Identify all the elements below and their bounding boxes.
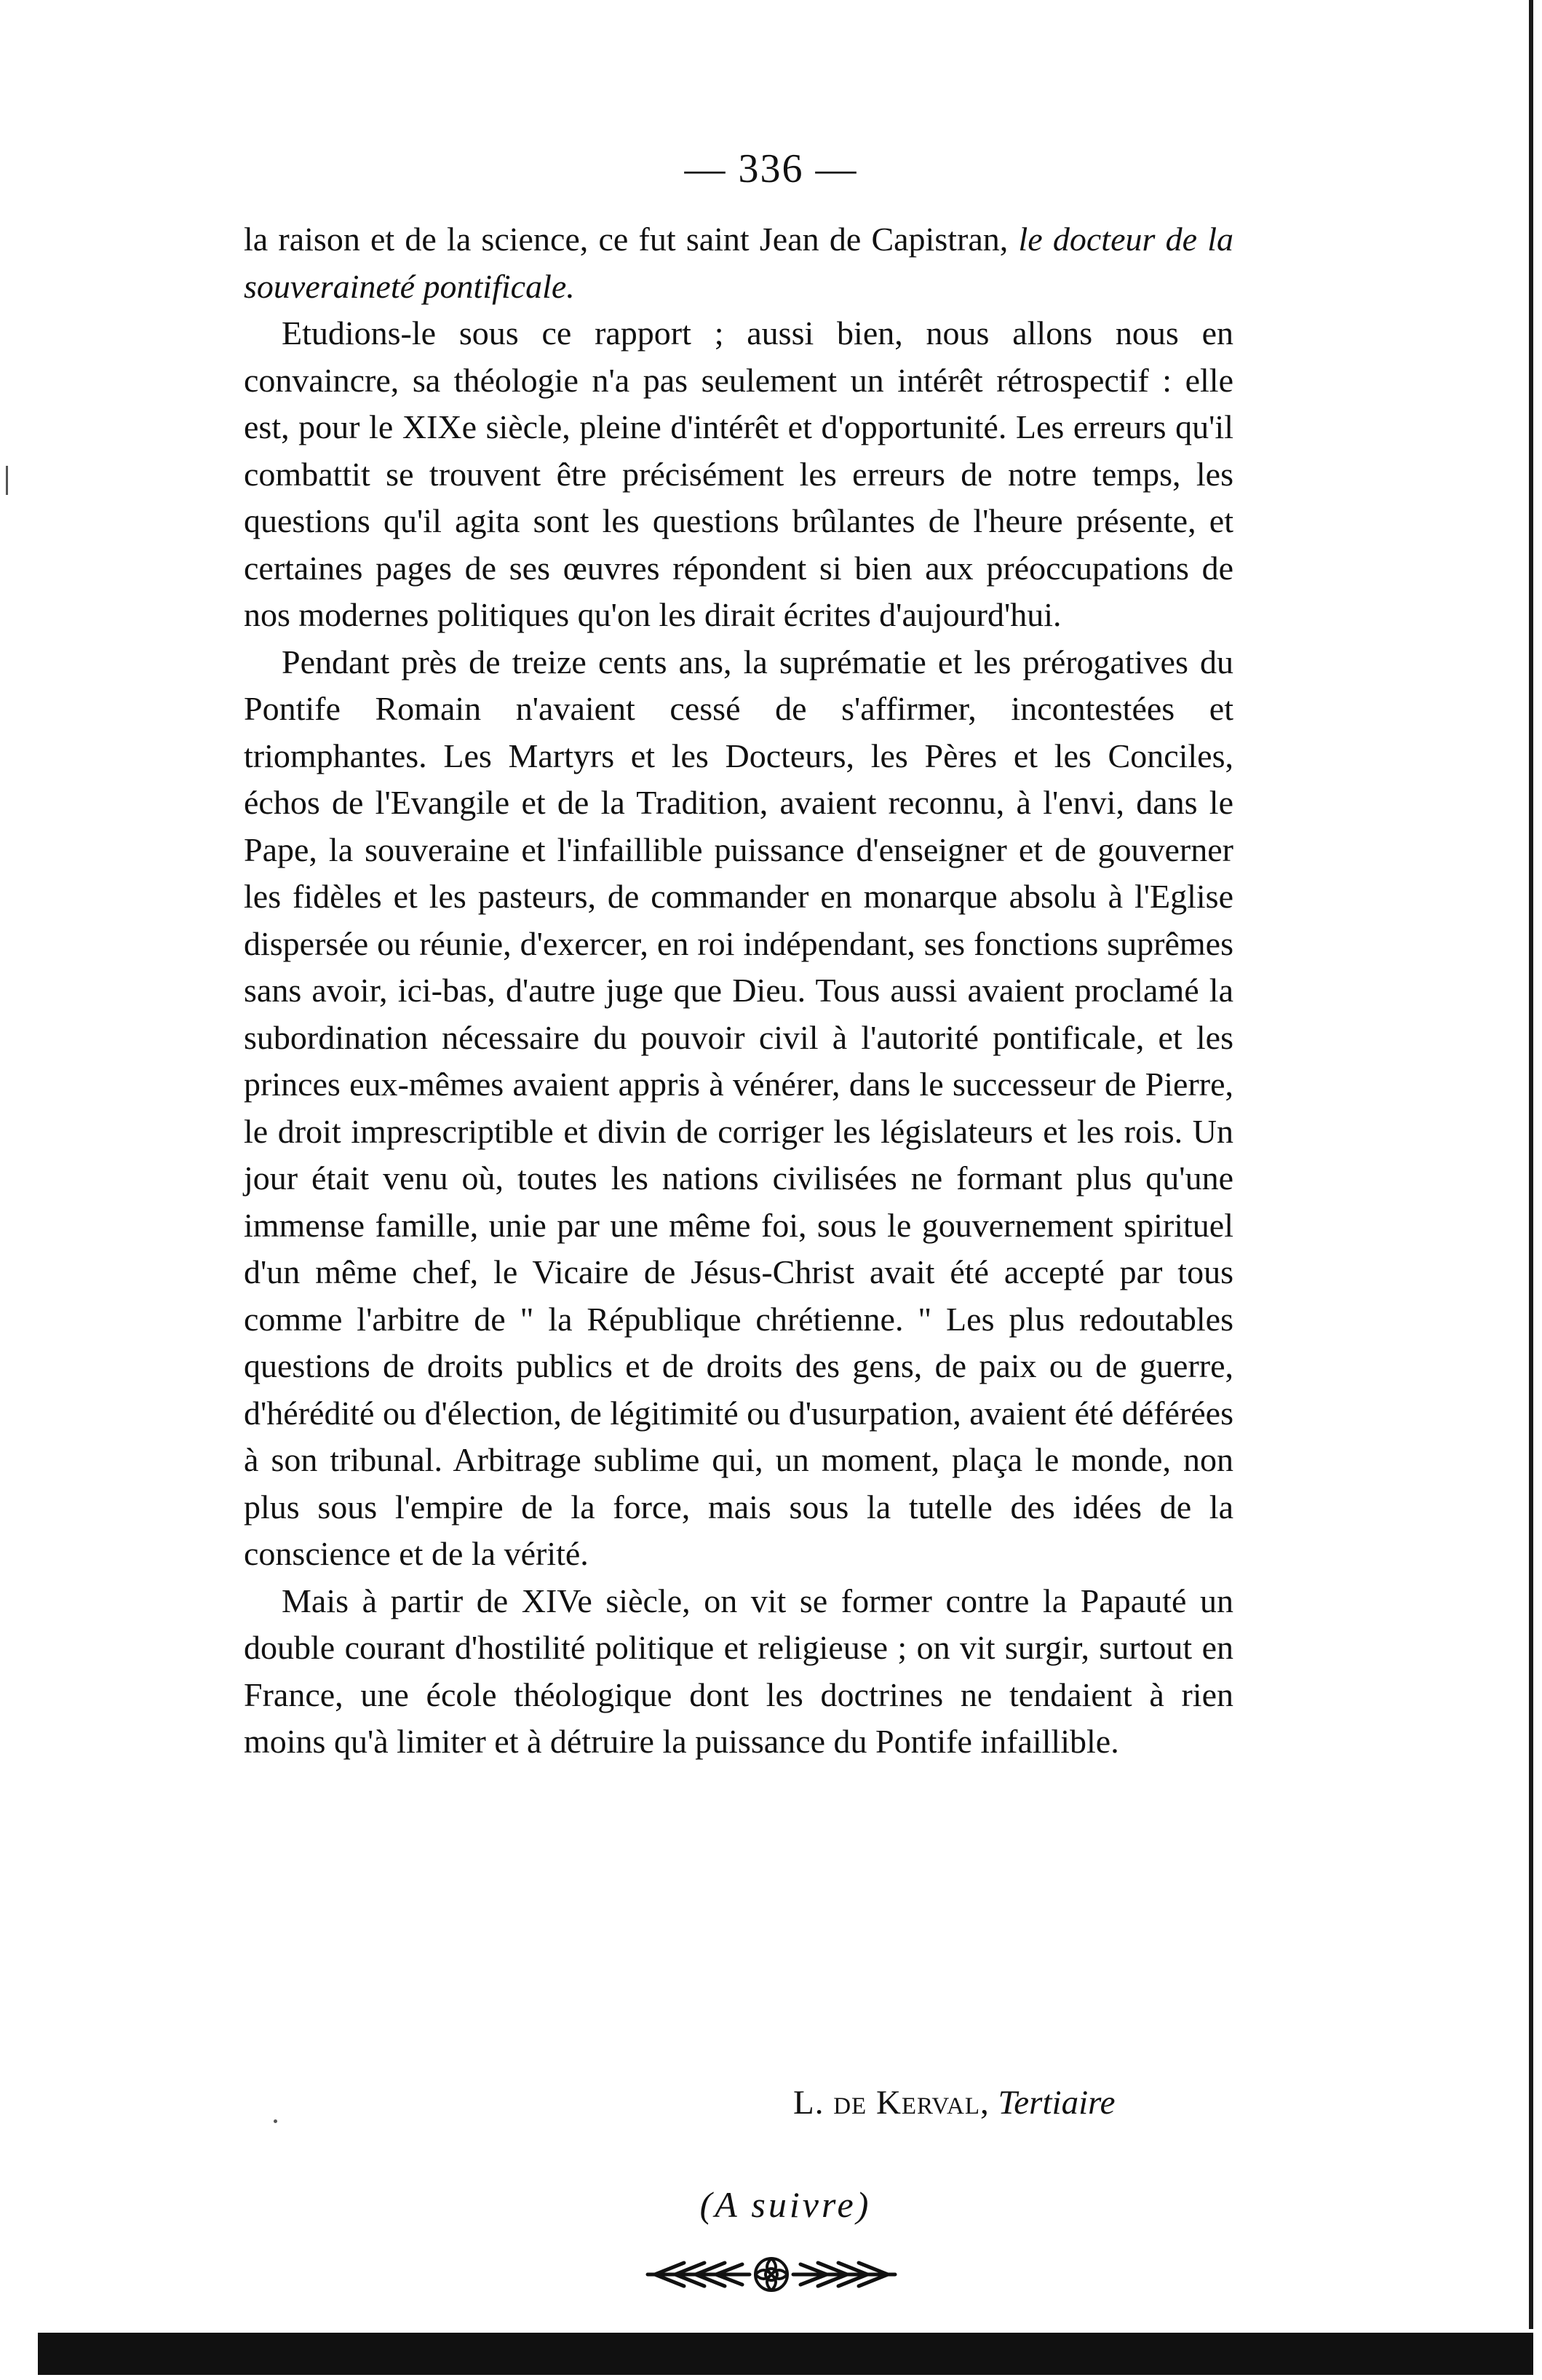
article-text [244, 216, 1233, 1766]
scan-edge-left-mark [6, 466, 8, 495]
scan-edge-right [1529, 0, 1533, 2329]
fleuron-ornament-icon [640, 2253, 902, 2296]
author-role: Tertiaire [998, 2084, 1116, 2122]
paragraph-2: Etudions-le sous ce rapport ; aussi bien, nous allons nous en convaincre, sa théologie n'a pas seulement un intérêt rétrospectif : elle est, pour le XIXe siècle, pleine d'intérêt et d'opportunité. Les erreurs qu'il combattit se trouvent être précisément les erreurs de notre temps, les questions qu'il agita sont les questions brûlantes de l'heure présente, et certaines pages de ses œuvres répondent si bien aux préoccupations de nos modernes politiques qu'on les dirait écrites d'aujourd'hui. [244, 314, 1233, 633]
author-name: L. de Kerval, [793, 2084, 990, 2122]
stray-dot-mark [274, 2119, 277, 2123]
page-number: — 336 — [684, 146, 858, 191]
author-signature [793, 2083, 1259, 2122]
paragraph-1-italic-title: le docteur de la souveraineté pontificale. [244, 221, 1233, 305]
scan-edge-bottom [38, 2333, 1533, 2375]
paragraph-3: Pendant près de treize cents ans, la suprématie et les prérogatives du Pontife Romain n'avaient cessé de s'affirmer, incontestées et triomphantes. Les Martyrs et les Docteurs, les Pères et les Conciles, échos de l'Evangile et de la Tradition, avaient reconnu, à l'envi, dans le Pape, la souveraine et l'infaillible puissance d'enseigner et de gouverner les fidèles et les pasteurs, de commander en monarque absolu à l'Eglise dispersée ou réunie, d'exercer, en roi indépendant, ses fonctions suprêmes sans avoir, ici-bas, d'autre juge que Dieu. Tous aussi avaient proclamé la subordination nécessaire du pouvoir civil à l'autorité pontificale, et les princes eux-mêmes avaient appris à vénérer, dans le successeur de Pierre, le droit imprescriptible et divin de corriger les législateurs et les rois. Un jour était venu où, toutes les nations civilisées ne formant plus qu'une immense famille, unie par une même foi, sous le gouvernement spirituel d'un même chef, le Vicaire de Jésus-Christ avait été accepté par tous comme l'arbitre de " la République chrétienne. " Les plus redoutables questions de droits publics et de droits des gens, de paix ou de guerre, d'hérédité ou d'élection, de légitimité ou d'usurpation, avaient été déférées à son tribunal. Arbitrage sublime qui, un moment, plaça le monde, non plus sous l'empire de la force, mais sous la tutelle des idées de la conscience et de la vérité. [244, 643, 1233, 1572]
to-be-continued: (A suivre) [699, 2184, 872, 2225]
paragraph-1 [244, 216, 1233, 310]
paragraph-1-text: la raison et de la science, ce fut saint Jean de Capistran, [244, 221, 1019, 258]
paragraph-4: Mais à partir de XIVe siècle, on vit se former contre la Papauté un double courant d'hostilité politique et religieuse ; on vit surgir, surtout en France, une école théologique dont les doctrines ne tendaient à rien moins qu'à limiter et à détruire la puissance du Pontife infaillible. [244, 1582, 1233, 1760]
